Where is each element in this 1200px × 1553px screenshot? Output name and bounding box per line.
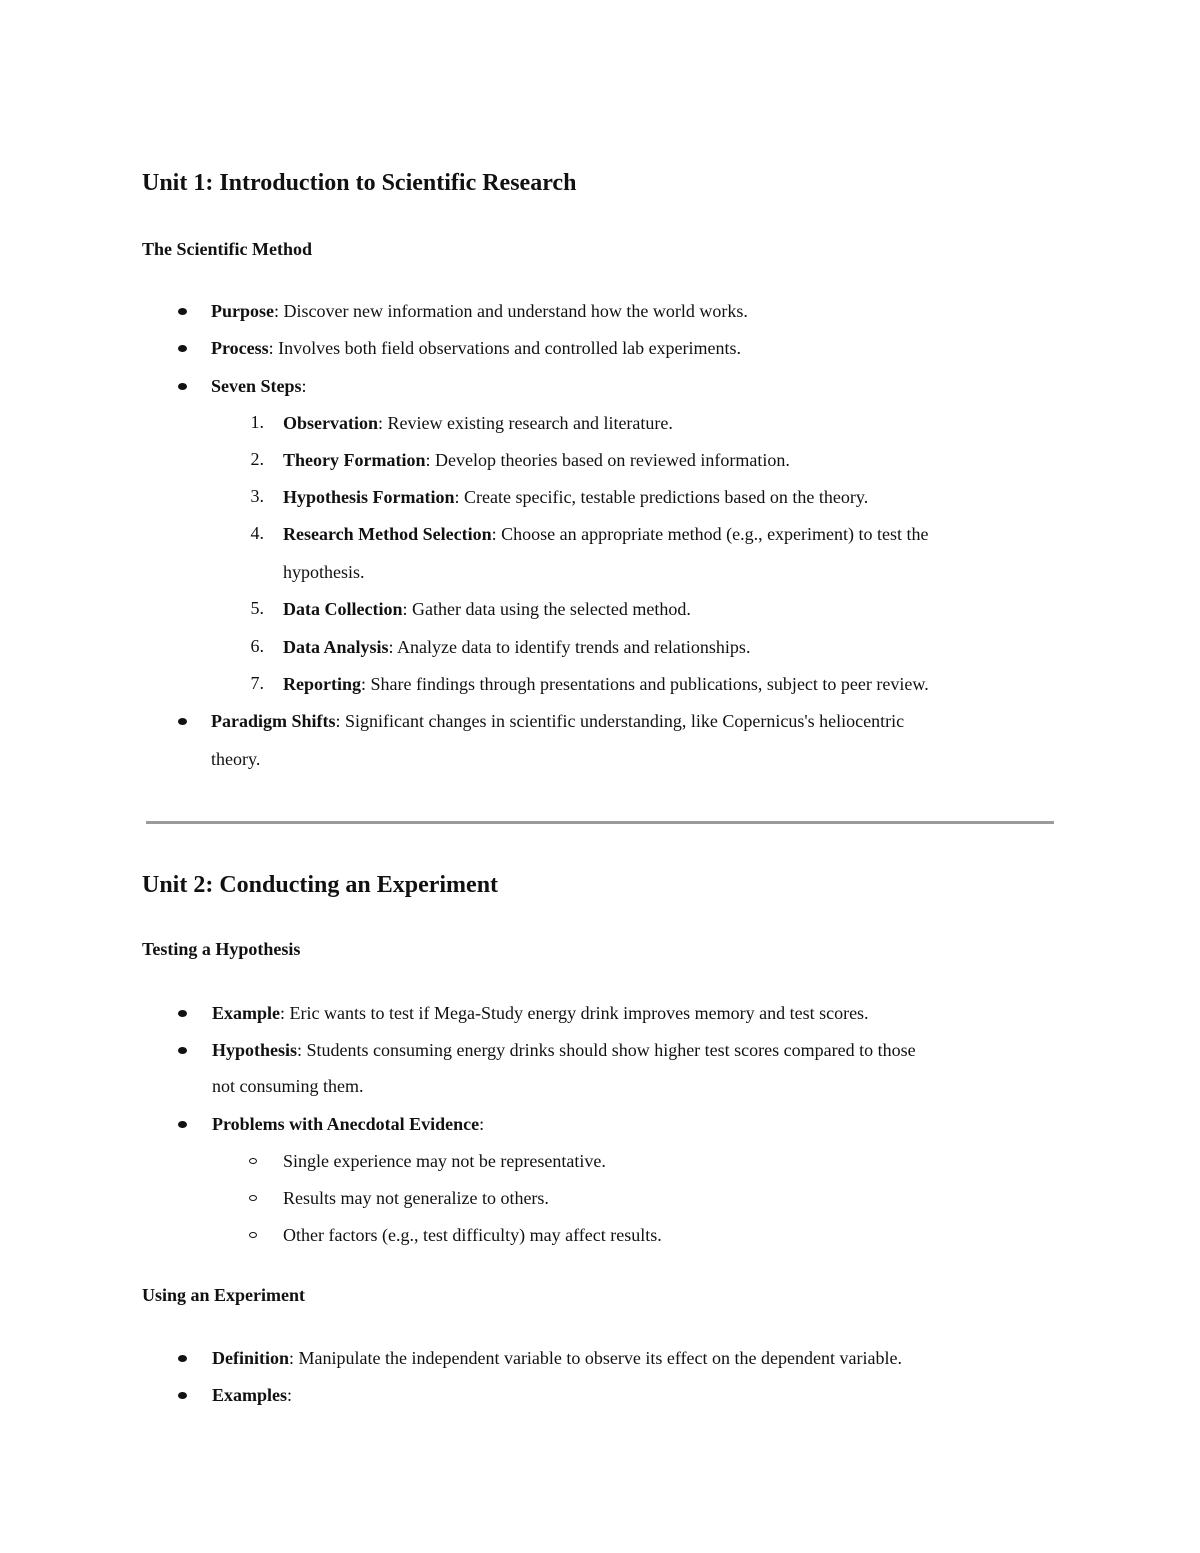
term-label: Seven Steps [211, 376, 302, 396]
item-text: : Share findings through presentations and publications, subject to peer review. [361, 674, 929, 694]
step-number: 7. [250, 673, 264, 693]
term-label: Data Analysis [283, 637, 389, 657]
bullet-icon [178, 308, 187, 315]
testing-heading: Testing a Hypothesis [142, 939, 301, 959]
item-text: : [287, 1385, 293, 1405]
item-text: : [301, 376, 307, 396]
list-item-process [211, 337, 741, 359]
list-item-continuation: theory. [211, 749, 261, 769]
unit1-title: Unit 1: Introduction to Scientific Research [142, 170, 577, 196]
item-text: : Choose an appropriate method (e.g., experiment) to test the [491, 524, 929, 544]
circle-bullet-icon [249, 1158, 257, 1164]
term-label: Observation [283, 413, 379, 433]
step-item [283, 673, 929, 695]
item-text: : Eric wants to test if Mega-Study energy drink improves memory and test scores. [280, 1003, 869, 1023]
circle-bullet-icon [249, 1195, 257, 1201]
list-item-purpose [211, 300, 748, 322]
list-item-example [212, 1002, 869, 1024]
sub-list-item: Results may not generalize to others. [283, 1188, 549, 1208]
term-label: Definition [212, 1348, 290, 1368]
term-label: Theory Formation [283, 450, 426, 470]
step-number: 1. [250, 412, 264, 432]
item-text: : Develop theories based on reviewed information. [425, 450, 790, 470]
step-item [283, 449, 790, 471]
term-label: Purpose [211, 301, 274, 321]
bullet-icon [178, 1047, 187, 1054]
step-number: 4. [250, 523, 264, 543]
list-item-seven-steps [211, 375, 307, 397]
bullet-icon [178, 383, 187, 390]
term-label: Research Method Selection [283, 524, 492, 544]
term-label: Reporting [283, 674, 361, 694]
bullet-icon [178, 718, 187, 725]
step-item [283, 598, 691, 620]
bullet-icon [178, 1121, 187, 1128]
item-text: : [479, 1114, 485, 1134]
step-item [283, 486, 868, 508]
step-number: 2. [250, 449, 264, 469]
item-text: : Students consuming energy drinks should show higher test scores compared to those [297, 1040, 916, 1060]
list-item-hypothesis [212, 1039, 916, 1061]
term-label: Paradigm Shifts [211, 711, 336, 731]
step-number: 5. [250, 598, 264, 618]
item-text: : Manipulate the independent variable to observe its effect on the dependent variable. [289, 1348, 902, 1368]
section-divider [146, 821, 1054, 824]
term-label: Process [211, 338, 269, 358]
list-item-problems [212, 1113, 484, 1135]
item-text: : Analyze data to identify trends and relationships. [388, 637, 751, 657]
bullet-icon [178, 1010, 187, 1017]
step-item-continuation: hypothesis. [283, 562, 365, 582]
bullet-icon [178, 1355, 187, 1362]
step-number: 6. [250, 636, 264, 656]
item-text: : Gather data using the selected method. [402, 599, 691, 619]
step-item [283, 412, 673, 434]
list-item-examples [212, 1384, 292, 1406]
circle-bullet-icon [249, 1232, 257, 1238]
list-item-paradigm-shifts [211, 710, 904, 732]
item-text: : Significant changes in scientific understanding, like Copernicus's heliocentric [335, 711, 905, 731]
item-text: : Discover new information and understand how the world works. [274, 301, 748, 321]
step-item [283, 636, 750, 658]
item-text: : Involves both field observations and controlled lab experiments. [268, 338, 742, 358]
step-number: 3. [250, 486, 264, 506]
item-text: : Create specific, testable predictions based on the theory. [454, 487, 869, 507]
term-label: Problems with Anecdotal Evidence [212, 1114, 480, 1134]
item-text: : Review existing research and literature. [378, 413, 673, 433]
term-label: Hypothesis Formation [283, 487, 455, 507]
unit1-section-heading: The Scientific Method [142, 239, 312, 259]
unit2-title: Unit 2: Conducting an Experiment [142, 872, 499, 898]
sub-list-item: Single experience may not be representative. [283, 1151, 606, 1171]
term-label: Example [212, 1003, 281, 1023]
bullet-icon [178, 345, 187, 352]
bullet-icon [178, 1392, 187, 1399]
term-label: Hypothesis [212, 1040, 298, 1060]
term-label: Data Collection [283, 599, 403, 619]
step-item [283, 523, 929, 545]
term-label: Examples [212, 1385, 288, 1405]
list-item-definition [212, 1347, 902, 1369]
sub-list-item: Other factors (e.g., test difficulty) may affect results. [283, 1225, 662, 1245]
list-item-continuation: not consuming them. [212, 1076, 364, 1096]
experiment-heading: Using an Experiment [142, 1285, 306, 1305]
